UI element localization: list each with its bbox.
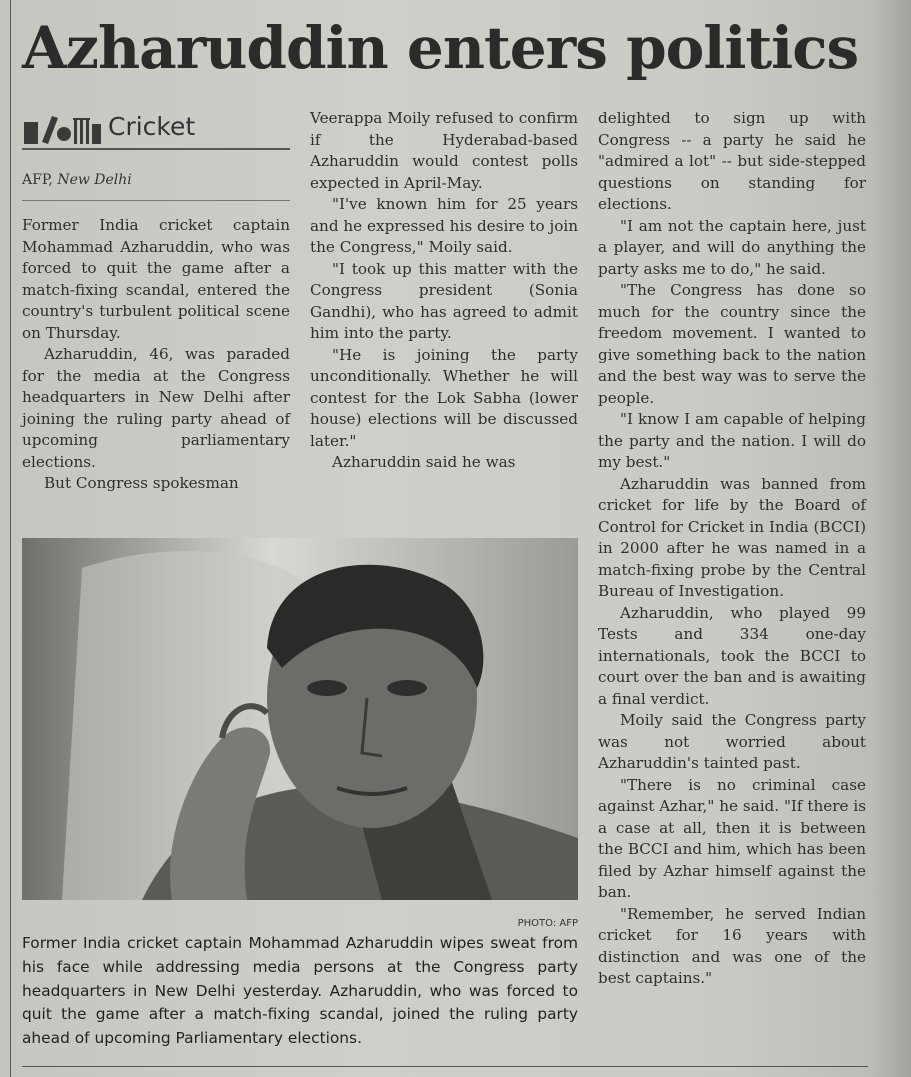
cricket-kit-icon bbox=[22, 112, 102, 146]
paragraph: "I am not the captain here, just a player, and will do anything the party asks me to do," he said. bbox=[598, 216, 866, 278]
paragraph: "Remember, he served Indian cricket for 16 years with distinction and was one of the best captains." bbox=[598, 904, 866, 987]
dateline-place: New Delhi bbox=[57, 172, 132, 188]
bottom-rule bbox=[22, 1066, 868, 1067]
paragraph: Azharuddin, 46, was paraded for the media at the Congress headquarters in New Delhi after joining the ruling party ahead of upcoming parliamentary elections. bbox=[22, 345, 290, 471]
portrait-photo bbox=[22, 538, 578, 900]
section-name: Cricket bbox=[108, 112, 196, 141]
page-edge-shadow bbox=[871, 0, 911, 1077]
column-rule bbox=[10, 0, 11, 1077]
article-column-2 bbox=[310, 108, 578, 474]
dateline: AFP, New Delhi bbox=[22, 172, 132, 188]
paragraph: Azharuddin said he was bbox=[332, 453, 516, 471]
dateline-rule bbox=[22, 200, 290, 201]
paragraph: "I know I am capable of helping the party and the nation. I will do my best." bbox=[598, 410, 866, 471]
section-tag bbox=[22, 108, 290, 158]
photo-caption: Former India cricket captain Mohammad Azharuddin wipes sweat from his face while addressing media persons at the Congress party headquarters in New Delhi yesterday. Azharuddin, who was forced to quit the game after a match-fixing scandal, joined the ruling party ahead of upcoming Parliamentary elections. bbox=[22, 934, 578, 1048]
paragraph: "He is joining the party unconditionally. Whether he will contest for the Lok Sabha (lower house) elections will be discussed later." bbox=[310, 345, 578, 450]
paragraph: Veerappa Moily refused to confirm if the Hyderabad-based Azharuddin would contest polls expected in April-May. bbox=[310, 109, 578, 192]
paragraph: Former India cricket captain Mohammad Azharuddin, who was forced to quit the game after a match-fixing scandal, entered the country's turbulent political scene on Thursday. bbox=[22, 216, 290, 342]
paragraph: "I've known him for 25 years and he expressed his desire to join the Congress," Moily said. bbox=[310, 195, 578, 256]
paragraph: "The Congress has done so much for the country since the freedom movement. I wanted to give something back to the nation and the best way was to serve the people. bbox=[598, 281, 866, 407]
section-rule bbox=[22, 148, 290, 150]
article-column-3 bbox=[598, 108, 866, 990]
photo-credit: PHOTO: AFP bbox=[517, 918, 578, 929]
paragraph: Moily said the Congress party was not worried about Azharuddin's tainted past. bbox=[598, 711, 866, 772]
paragraph: "I took up this matter with the Congress president (Sonia Gandhi), who has agreed to admit him into the party. bbox=[310, 259, 578, 342]
headline: Azharuddin enters politics bbox=[22, 14, 859, 82]
paragraph: Azharuddin, who played 99 Tests and 334 one-day internationals, took the BCCI to court over the ban and is awaiting a final verdict. bbox=[598, 603, 866, 708]
paragraph: "There is no criminal case against Azhar," he said. "If there is a case at all, then it is between the BCCI and him, which has been filed by Azhar himself against the ban. bbox=[598, 775, 866, 901]
article-column-1 bbox=[22, 215, 290, 495]
paragraph: But Congress spokesman bbox=[44, 474, 239, 492]
paragraph: delighted to sign up with Congress -- a party he said he "admired a lot" -- but side-stepped questions on standing for elections. bbox=[598, 109, 866, 213]
news-photo bbox=[22, 538, 578, 900]
paragraph: Azharuddin was banned from cricket for life by the Board of Control for Cricket in India (BCCI) in 2000 after he was named in a match-fixing probe by the Central Bureau of Investigation. bbox=[598, 474, 866, 600]
dateline-agency: AFP bbox=[22, 172, 49, 188]
